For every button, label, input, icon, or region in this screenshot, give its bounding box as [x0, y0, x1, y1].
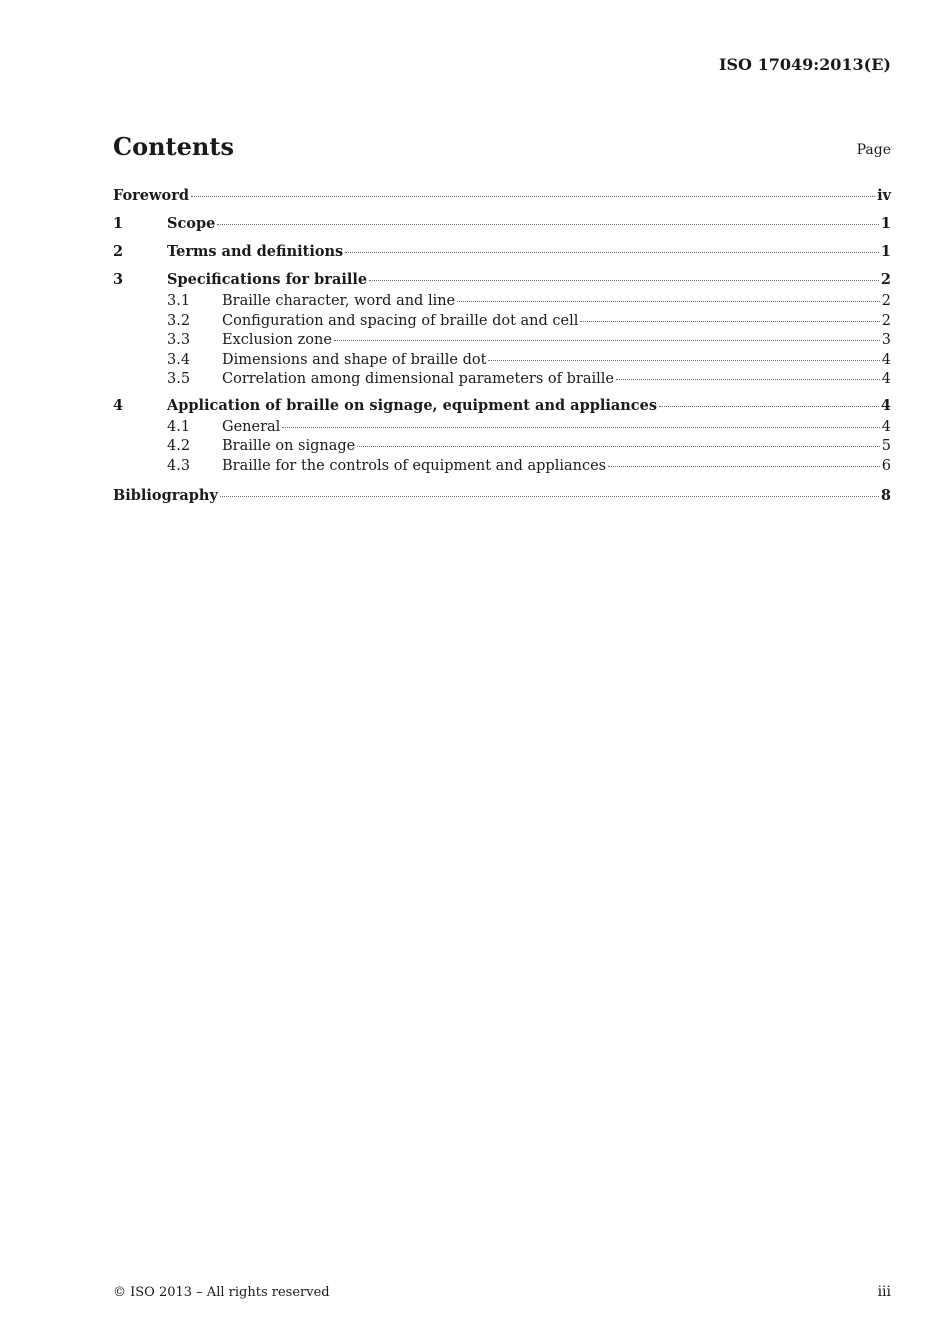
- toc-entry-page: 2: [881, 312, 891, 329]
- toc-subentry-3-3[interactable]: [113, 331, 891, 351]
- dot-leader: [369, 280, 879, 281]
- table-of-contents: [113, 184, 891, 508]
- toc-subentry-3-2[interactable]: [113, 312, 891, 332]
- toc-entry-number: 3.2: [167, 312, 191, 329]
- toc-entry-label: Braille character, word and line: [222, 293, 456, 309]
- toc-entry-label: Bibliography: [113, 487, 218, 504]
- dot-leader: [282, 427, 879, 428]
- dot-leader: [457, 301, 880, 302]
- toc-entry-page: 2: [880, 271, 891, 288]
- toc-entry-number: 4.1: [167, 418, 191, 435]
- toc-entry-foreword[interactable]: [113, 184, 891, 208]
- toc-entry-label: Terms and definitions: [167, 243, 344, 260]
- toc-entry-number: 3.3: [167, 332, 191, 348]
- toc-subentry-4-1[interactable]: [113, 418, 891, 438]
- dot-leader: [608, 466, 880, 467]
- document-id: ISO 17049:2013(E): [719, 55, 891, 74]
- dot-leader: [580, 321, 879, 322]
- toc-entry-label: Exclusion zone: [222, 332, 332, 348]
- dot-leader: [220, 496, 879, 497]
- contents-heading-row: [113, 132, 891, 164]
- toc-entry-page: iv: [877, 187, 891, 204]
- dot-leader: [217, 224, 879, 225]
- dot-leader: [345, 252, 879, 253]
- toc-entry-label: Braille on signage: [222, 438, 356, 454]
- toc-entry-label: General: [222, 418, 281, 435]
- dot-leader: [191, 196, 875, 197]
- toc-entry-page: 4: [881, 418, 891, 435]
- toc-subentry-3-4[interactable]: [113, 351, 891, 371]
- toc-entry-page: 6: [881, 457, 891, 474]
- toc-entry-number: 2: [113, 243, 124, 260]
- toc-entry-label: Braille for the controls of equipment and appliances: [222, 457, 607, 474]
- page-number: iii: [877, 1284, 891, 1300]
- copyright-notice: © ISO 2013 – All rights reserved: [113, 1285, 330, 1300]
- page-column-label: Page: [856, 142, 891, 158]
- toc-entry-specifications[interactable]: [113, 268, 891, 292]
- dot-leader: [357, 446, 880, 447]
- toc-entry-page: 4: [881, 351, 891, 368]
- toc-entry-terms-and-definitions[interactable]: [113, 240, 891, 264]
- toc-subentry-4-3[interactable]: [113, 457, 891, 477]
- toc-entry-page: 1: [880, 243, 891, 260]
- toc-entry-page: 3: [881, 332, 891, 348]
- toc-entry-label: Dimensions and shape of braille dot: [222, 351, 487, 368]
- dot-leader: [659, 406, 879, 407]
- toc-entry-number: 4.3: [167, 457, 191, 474]
- toc-entry-number: 4.2: [167, 438, 191, 454]
- toc-entry-number: 3.1: [167, 293, 191, 309]
- toc-entry-number: 3.4: [167, 351, 191, 368]
- toc-entry-page: 2: [881, 293, 891, 309]
- contents-title: Contents: [113, 132, 234, 161]
- toc-entry-label: Foreword: [113, 187, 189, 204]
- dot-leader: [488, 360, 879, 361]
- toc-subentry-3-1[interactable]: [113, 292, 891, 312]
- toc-entry-number: 3.5: [167, 371, 191, 387]
- toc-entry-label: Configuration and spacing of braille dot and cell: [222, 312, 579, 329]
- toc-entry-label: Application of braille on signage, equipment and appliances: [167, 396, 658, 414]
- toc-entry-number: 3: [113, 271, 124, 288]
- toc-entry-number: 1: [113, 215, 124, 232]
- toc-entry-label: Correlation among dimensional parameters of braille: [222, 371, 614, 387]
- toc-entry-page: 4: [881, 371, 891, 387]
- toc-entry-page: 1: [880, 215, 891, 232]
- toc-entry-label: Scope: [167, 215, 216, 232]
- toc-entry-label: Specifications for braille: [167, 271, 368, 288]
- dot-leader: [616, 379, 880, 380]
- toc-entry-page: 8: [880, 487, 891, 504]
- toc-entry-application[interactable]: [113, 394, 891, 418]
- toc-subentry-3-5[interactable]: [113, 370, 891, 390]
- toc-entry-bibliography[interactable]: [113, 484, 891, 508]
- toc-subentry-4-2[interactable]: [113, 437, 891, 457]
- toc-entry-number: 4: [113, 396, 124, 414]
- toc-entry-scope[interactable]: [113, 212, 891, 236]
- toc-entry-page: 4: [880, 396, 891, 414]
- dot-leader: [334, 340, 880, 341]
- toc-entry-page: 5: [881, 438, 891, 454]
